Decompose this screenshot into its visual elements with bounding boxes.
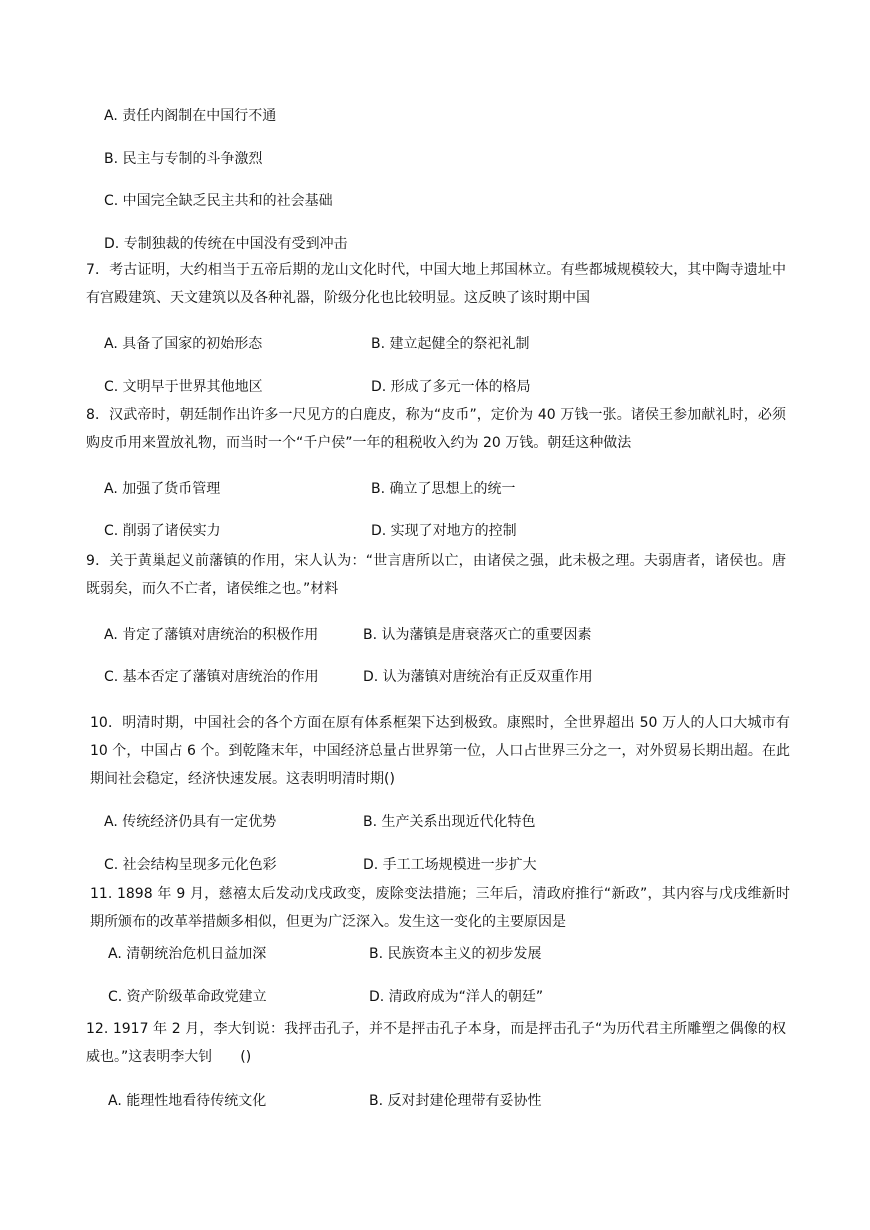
q10-option-c: C. 社会结构呈现多元化色彩 xyxy=(104,857,277,873)
q10-option-b: B. 生产关系出现近代化特色 xyxy=(363,814,536,830)
q11-option-c: C. 资产阶级革命政党建立 xyxy=(108,989,267,1005)
q7-option-a: A. 具备了国家的初始形态 xyxy=(104,336,263,352)
q10-stem: 10．明清时期，中国社会的各个方面在原有体系框架下达到极致。康熙时，全世界超出 50 万人的人口大城市有 10 个，中国占 6 个。到乾隆末年，中国经济总量占世界第一位，人口占世界三分之一，对外贸易长期出超。在此期间社会稳定，经济快速发展。这表明明清时期() xyxy=(90,715,790,787)
q10-option-d: D. 手工工场规模进一步扩大 xyxy=(363,857,537,873)
q9-option-d: D. 认为藩镇对唐统治有正反双重作用 xyxy=(363,669,593,685)
q9-option-b: B. 认为藩镇是唐衰落灭亡的重要因素 xyxy=(363,627,592,643)
q7-option-c: C. 文明早于世界其他地区 xyxy=(104,379,263,395)
q7-option-b: B. 建立起健全的祭祀礼制 xyxy=(371,336,530,352)
q12-option-b: B. 反对封建伦理带有妥协性 xyxy=(369,1093,542,1109)
q7-option-d: D. 形成了多元一体的格局 xyxy=(371,379,531,395)
q8-option-d: D. 实现了对地方的控制 xyxy=(371,523,517,539)
q10-option-a: A. 传统经济仍具有一定优势 xyxy=(104,814,277,830)
q6-option-a: A. 责任内阁制在中国行不通 xyxy=(104,108,277,124)
q8-stem: 8．汉武帝时，朝廷制作出许多一尺见方的白鹿皮，称为“皮币”，定价为 40 万钱一张。诸侯王参加献礼时，必须购皮币用来置放礼物，而当时一个“千户侯”一年的租税收入约为 20 万钱。朝廷这种做法 xyxy=(86,407,786,451)
q9-stem: 9．关于黄巢起义前藩镇的作用，宋人认为：“世言唐所以亡，由诸侯之强，此未极之理。夫弱唐者，诸侯也。唐既弱矣，而久不亡者，诸侯维之也。”材料 xyxy=(86,553,786,597)
q12-option-a: A. 能理性地看待传统文化 xyxy=(108,1093,267,1109)
q11-stem: 11. 1898 年 9 月，慈禧太后发动戊戌政变，废除变法措施；三年后，清政府推行“新政”，其内容与戊戌维新时期所颁布的改革举措颇多相似，但更为广泛深入。发生这一变化的主要原因是 xyxy=(90,886,790,930)
q11-option-b: B. 民族资本主义的初步发展 xyxy=(369,946,542,962)
q7-stem: 7．考古证明，大约相当于五帝后期的龙山文化时代，中国大地上邦国林立。有些都城规模较大，其中陶寺遗址中有宫殿建筑、天文建筑以及各种礼器，阶级分化也比较明显。这反映了该时期中国 xyxy=(86,262,786,306)
q6-option-c: C. 中国完全缺乏民主共和的社会基础 xyxy=(104,193,333,209)
q8-option-c: C. 削弱了诸侯实力 xyxy=(104,523,221,539)
q12-stem: 12. 1917 年 2 月，李大钊说：我抨击孔子，并不是抨击孔子本身，而是抨击孔子“为历代君主所雕塑之偶像的权威也。”这表明李大钊 () xyxy=(86,1021,786,1065)
q8-option-a: A. 加强了货币管理 xyxy=(104,481,221,497)
q6-option-b: B. 民主与专制的斗争激烈 xyxy=(104,151,263,167)
q8-option-b: B. 确立了思想上的统一 xyxy=(371,481,516,497)
q9-option-c: C. 基本否定了藩镇对唐统治的作用 xyxy=(104,669,319,685)
q6-option-d: D. 专制独裁的传统在中国没有受到冲击 xyxy=(104,236,348,252)
q11-option-d: D. 清政府成为“洋人的朝廷” xyxy=(369,989,544,1005)
q11-option-a: A. 清朝统治危机日益加深 xyxy=(108,946,267,962)
q9-option-a: A. 肯定了藩镇对唐统治的积极作用 xyxy=(104,627,319,643)
